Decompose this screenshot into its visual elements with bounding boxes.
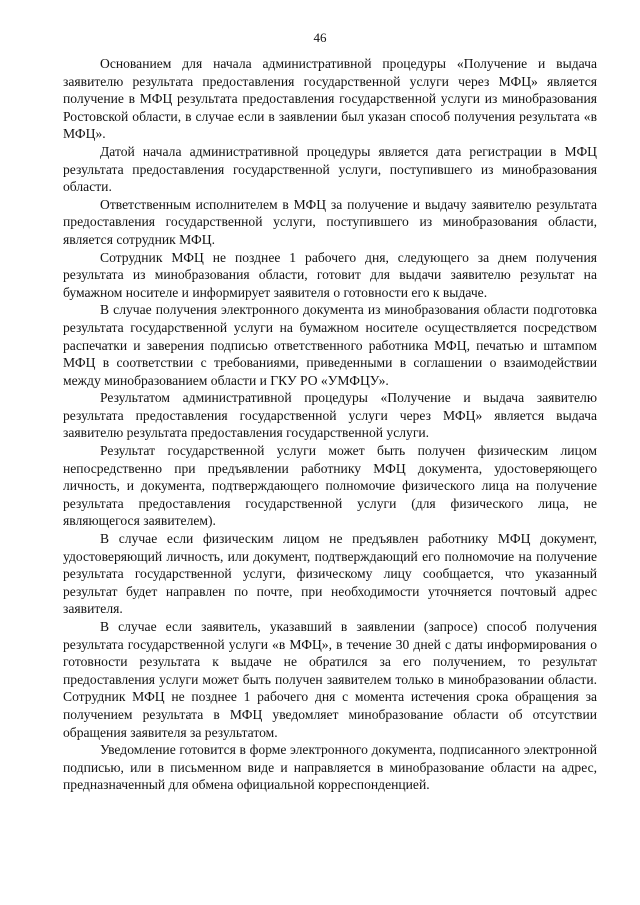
paragraph: Датой начала административной процедуры является дата регистрации в МФЦ результата предоставления государственной услуги, поступившего из минобразования области. [63, 143, 597, 195]
paragraph: В случае если заявитель, указавший в заявлении (запросе) способ получения результата государственной услуги «в МФЦ», в течение 30 дней с даты информирования о готовности результата к выдаче не обратился за его получением, то результат предоставления услуги может быть получен заявителем только в минобразовании области. Сотрудник МФЦ не позднее 1 рабочего дня с момента истечения срока обращения за получением результата в МФЦ уведомляет минобразование области об отсутствии обращения заявителя за результатом. [63, 619, 597, 740]
paragraph: Результатом административной процедуры «Получение и выдача заявителю результата предоставления государственной услуги через МФЦ» является выдача заявителю результата предоставления государственной услуги. [63, 390, 597, 441]
paragraph: Результат государственной услуги может быть получен физическим лицом непосредственно при предъявлении работнику МФЦ документа, удостоверяющего личность, и документа, подтверждающего полномочие физического лица на получение результата предоставления государственной услуги (для физического лица, не являющегося заявителем). [63, 443, 597, 529]
paragraph: Уведомление готовится в форме электронного документа, подписанного электронной подписью, или в письменном виде и направляется в минобразование области на адрес, предназначенный для обмена официальной корреспонденцией. [63, 742, 597, 793]
paragraph: Сотрудник МФЦ не позднее 1 рабочего дня, следующего за днем получения результата из минобразования области, готовит для выдачи заявителю результат на бумажном носителе и информирует заявителя о готовности его к выдаче. [63, 249, 597, 300]
document-body [63, 55, 597, 794]
paragraph: Ответственным исполнителем в МФЦ за получение и выдачу заявителю результата предоставления государственной услуги, поступившего из минобразования области, является сотрудник МФЦ. [63, 196, 597, 247]
page-number: 46 [313, 30, 327, 45]
paragraph: В случае если физическим лицом не предъявлен работнику МФЦ документ, удостоверяющий личность, или документ, подтверждающий его полномочие на получение результата государственной услуги, физическому лицу сообщается, что указанный результат будет направлен по почте, при необходимости уточняется почтовый адрес заявителя. [63, 531, 597, 617]
paragraph: В случае получения электронного документа из минобразования области подготовка результата государственной услуги на бумажном носителе осуществляется посредством распечатки и заверения подписью ответственного работника МФЦ, печатью и штампом МФЦ в соответствии с требованиями, приведенными в соглашении о взаимодействии между минобразованием области и ГКУ РО «УМФЦУ». [63, 302, 597, 388]
paragraph: Основанием для начала административной процедуры «Получение и выдача заявителю результата предоставления государственной услуги через МФЦ» является получение в МФЦ результата предоставления государственной услуги из минобразования Ростовской области, в случае если в заявлении был указан способ получения результата «в МФЦ». [63, 56, 597, 142]
